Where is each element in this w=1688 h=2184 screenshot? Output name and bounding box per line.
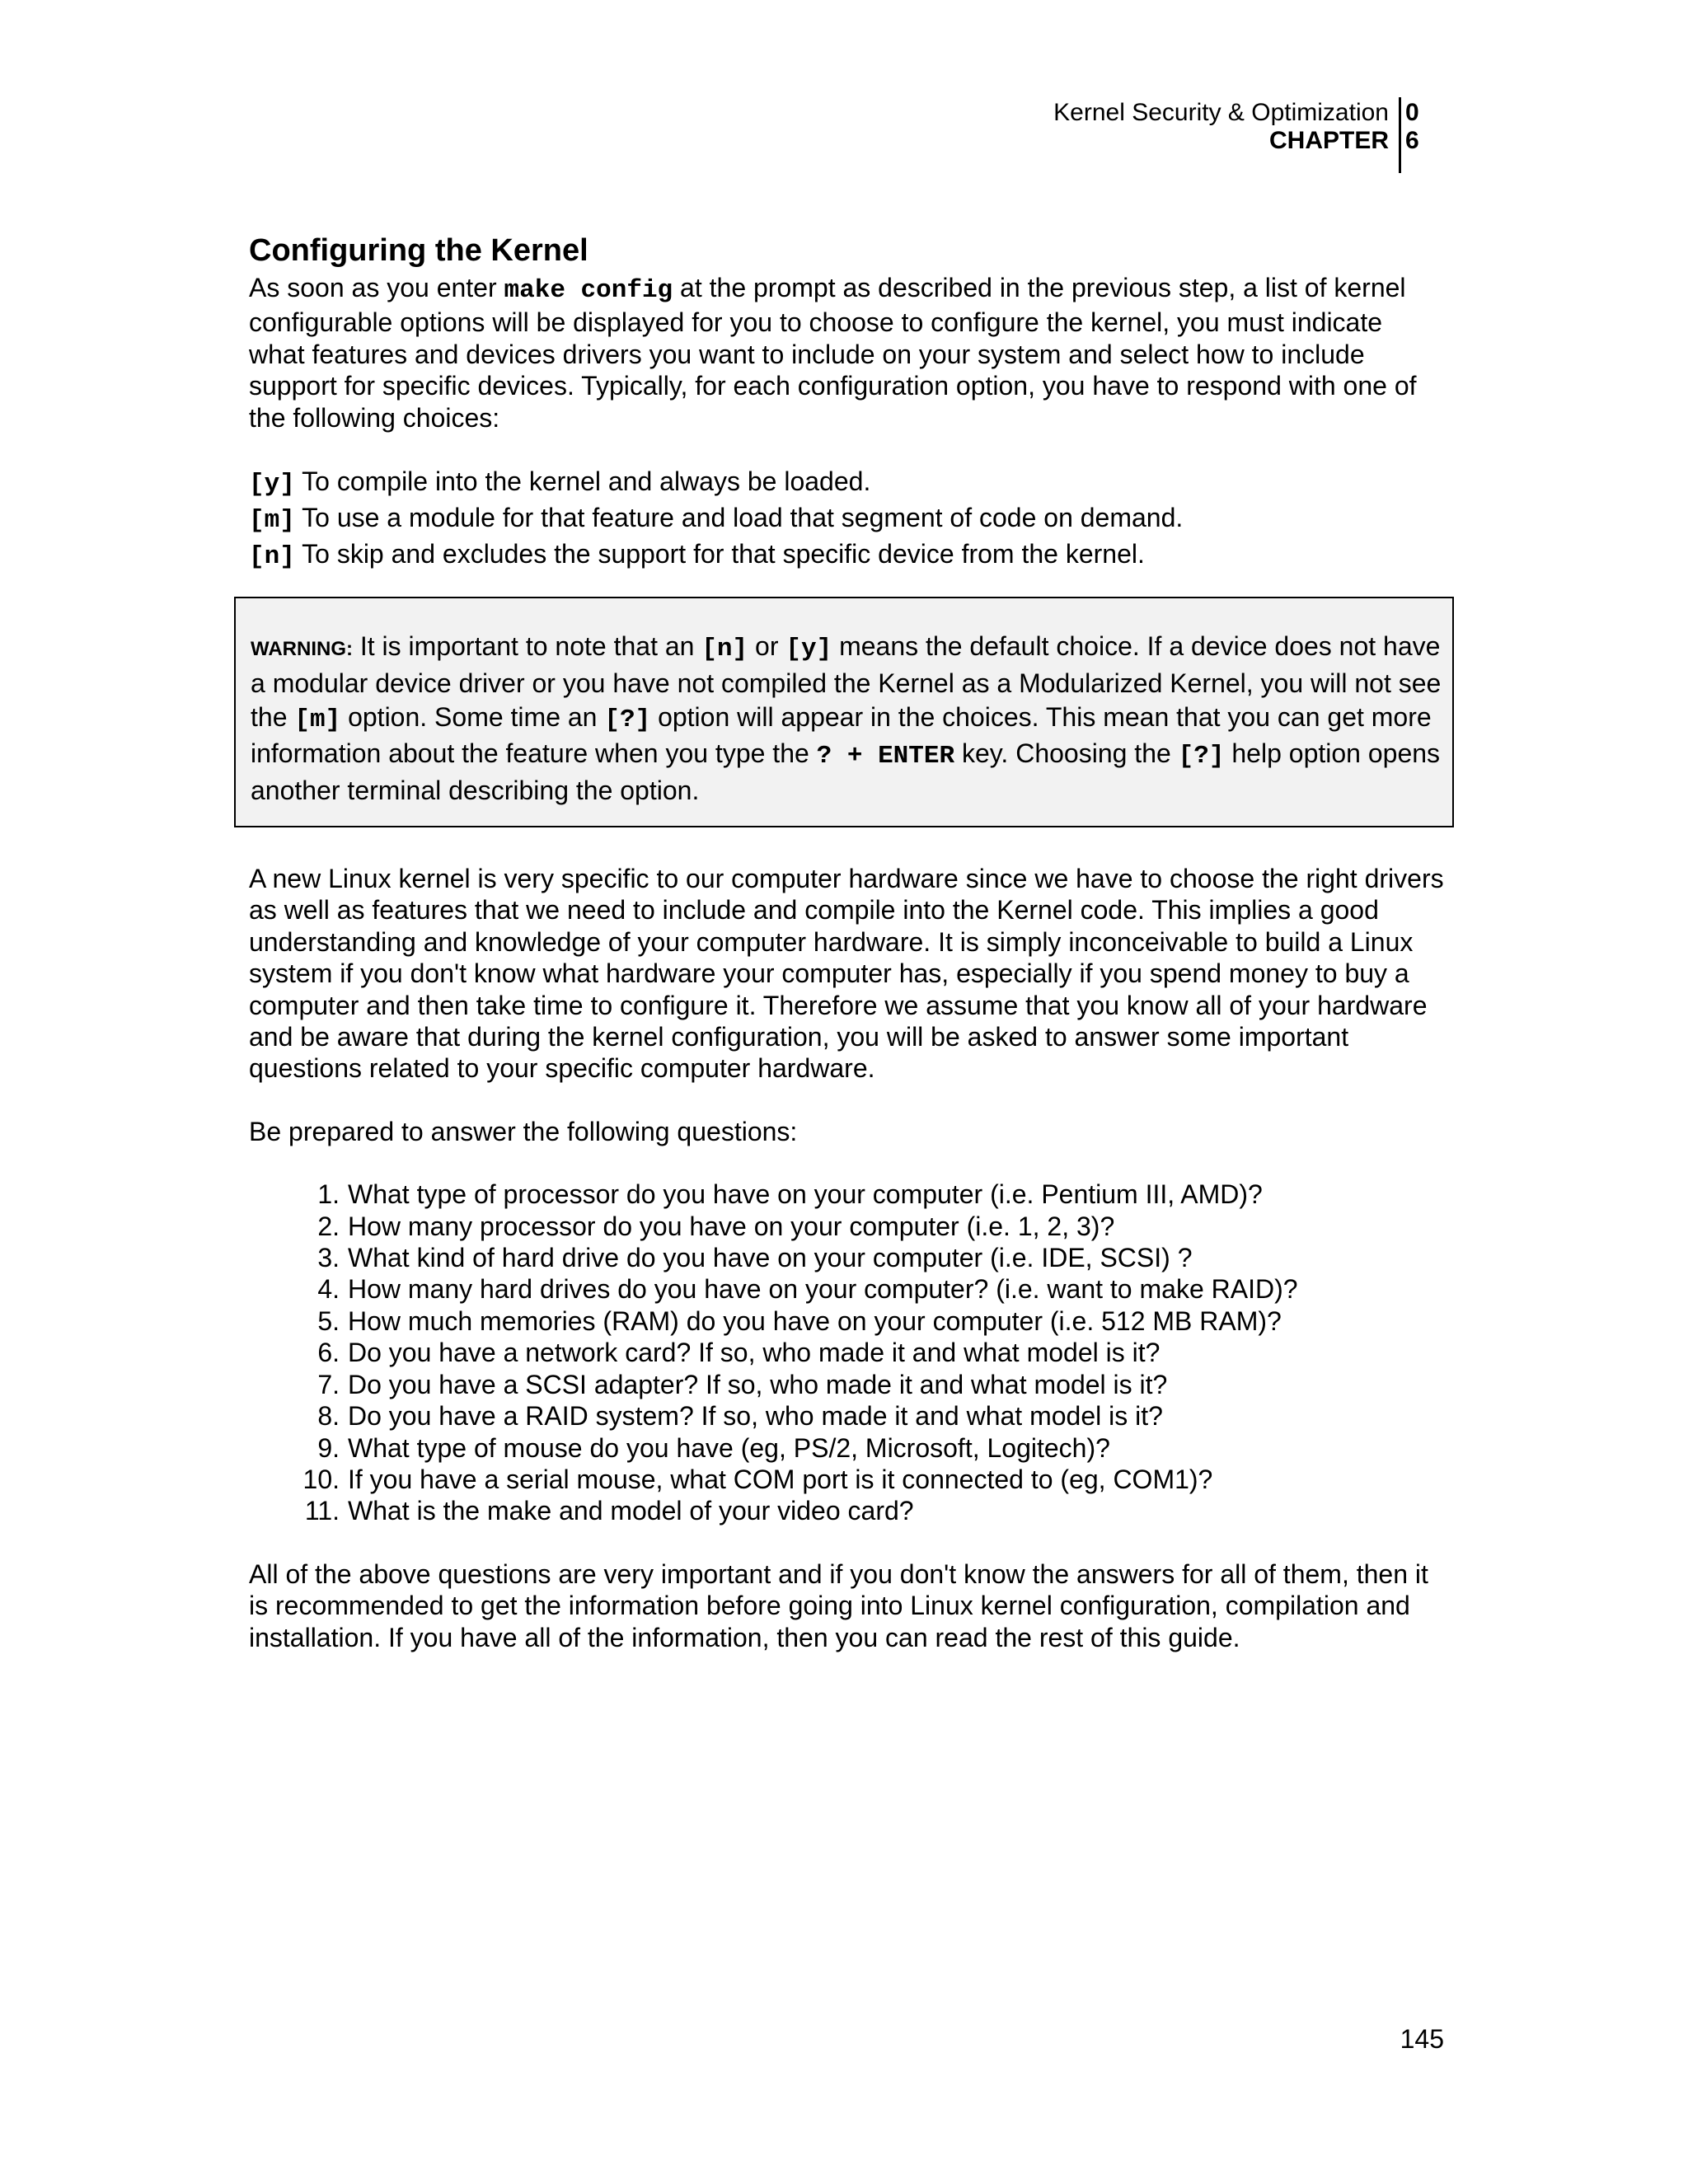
- closing-paragraph: All of the above questions are very important and if you don't know the answers for all of them, then it is recommended to get the information before going into Linux kernel configuration, compilation and installation. If you have all of the information, then you can read the rest of this guide.: [249, 1558, 1428, 1652]
- header-chapter-number: [1405, 99, 1426, 155]
- warning-box: [234, 597, 1454, 827]
- warning-fragment: option will appear in the choices. This mean that you can get more information about the feature when you type the: [251, 701, 1432, 769]
- list-text: What type of mouse do you have (eg, PS/2, Microsoft, Logitech)?: [348, 1432, 1110, 1463]
- spacer: [249, 1085, 1444, 1116]
- spacer: [249, 1147, 1444, 1179]
- list-item: [249, 1400, 1444, 1432]
- page-header: [907, 97, 1426, 176]
- list-item: [249, 1305, 1444, 1337]
- list-text: Do you have a SCSI adapter? If so, who made it and what model is it?: [348, 1369, 1168, 1399]
- list-text: What is the make and model of your video card?: [348, 1496, 914, 1526]
- warning-code: [?]: [604, 705, 651, 734]
- choice-key: [y]: [249, 470, 295, 499]
- choice-y: [249, 465, 1444, 501]
- list-number: 2.: [317, 1211, 340, 1241]
- warning-fragment: help option opens another terminal describing the option.: [251, 738, 1441, 806]
- warning-code: ? + ENTER: [816, 742, 955, 771]
- list-text: What type of processor do you have on your computer (i.e. Pentium III, AMD)?: [348, 1179, 1263, 1210]
- choice-key: [n]: [249, 542, 295, 572]
- warning-fragment: option. Some time an: [340, 701, 605, 732]
- header-divider: [1399, 97, 1401, 173]
- list-text: If you have a serial mouse, what COM port is it connected to (eg, COM1)?: [348, 1464, 1213, 1494]
- section-intro: [249, 229, 1444, 574]
- list-item: [249, 1495, 1444, 1526]
- list-text: Do you have a network card? If so, who made it and what model is it?: [348, 1338, 1160, 1368]
- chapter-digit-2: 6: [1405, 127, 1419, 154]
- choice-key: [m]: [249, 506, 295, 536]
- questions-list: [249, 1179, 1444, 1526]
- list-text: How much memories (RAM) do you have on your computer (i.e. 512 MB RAM)?: [348, 1305, 1282, 1336]
- warning-fragment: It is important to note that an: [352, 631, 702, 661]
- list-item: [249, 1273, 1444, 1305]
- body-content: [249, 863, 1444, 1653]
- list-number: 5.: [317, 1305, 340, 1336]
- list-item: [249, 1337, 1444, 1368]
- list-item: [249, 1211, 1444, 1242]
- choice-text: To use a module for that feature and load that segment of code on demand.: [294, 503, 1184, 533]
- list-number: 4.: [317, 1274, 340, 1305]
- warning-code: [?]: [1178, 742, 1225, 771]
- list-number: 8.: [317, 1401, 340, 1432]
- warning-code: [m]: [294, 705, 341, 734]
- list-number: 11.: [304, 1496, 340, 1526]
- list-text: How many hard drives do you have on your computer? (i.e. want to make RAID)?: [348, 1274, 1298, 1305]
- intro-text-after: at the prompt as described in the previous step, a list of kernel configurable options will be displayed for you to choose to configure the kernel, you must indicate what features and devices drivers you want to include on your system and select how to include support for specific devices. Typically, for each configuration option, you have to respond with one of the following choices:: [249, 273, 1417, 433]
- header-section-title: Kernel Security & Optimization: [1053, 99, 1389, 126]
- choices-list: [249, 465, 1444, 574]
- list-number: 1.: [317, 1179, 340, 1210]
- warning-code: [n]: [701, 635, 748, 663]
- warning-fragment: or: [748, 631, 786, 661]
- choice-text: To compile into the kernel and always be loaded.: [294, 466, 871, 497]
- page-number: 145: [1400, 2024, 1444, 2054]
- intro-paragraph: [249, 272, 1444, 434]
- warning-fragment: means the default choice. If a device does not have a modular device driver or you have not compiled the Kernel as a Modularized Kernel, you will not see the: [251, 631, 1442, 732]
- hardware-paragraph: A new Linux kernel is very specific to our computer hardware since we have to choose the right drivers as well as features that we need to include and compile into the Kernel code. This implies a good understanding and knowledge of your computer hardware. It is simply inconceivable to build a Linux system if you don't know what hardware your computer has, especially if you spend money to buy a computer and then take time to configure it. Therefore we assume that you know all of your hardware and be aware that during the kernel configuration, you will be asked to answer some important questions related to your specific computer hardware.: [249, 864, 1444, 1084]
- list-number: 7.: [317, 1369, 340, 1399]
- list-item: [249, 1179, 1444, 1210]
- choice-m: [249, 501, 1444, 537]
- header-chapter-label: CHAPTER: [1268, 127, 1389, 154]
- intro-text-before: As soon as you enter: [249, 273, 504, 302]
- list-number: 6.: [317, 1338, 340, 1368]
- questions-intro: Be prepared to answer the following questions:: [249, 1116, 798, 1146]
- list-number: 9.: [317, 1432, 340, 1463]
- list-text: What kind of hard drive do you have on your computer (i.e. IDE, SCSI) ?: [348, 1243, 1193, 1273]
- make-config-command: make config: [504, 276, 673, 305]
- list-item: [249, 1432, 1444, 1464]
- spacer: [249, 1527, 1444, 1558]
- warning-fragment: key. Choosing the: [954, 738, 1179, 769]
- list-text: How many processor do you have on your computer (i.e. 1, 2, 3)?: [348, 1211, 1115, 1241]
- list-item: [249, 1242, 1444, 1273]
- choice-text: To skip and excludes the support for that specific device from the kernel.: [294, 539, 1145, 569]
- choice-n: [249, 537, 1444, 574]
- warning-code: [y]: [785, 635, 832, 663]
- list-text: Do you have a RAID system? If so, who made it and what model is it?: [348, 1401, 1163, 1432]
- list-number: 10.: [302, 1464, 340, 1494]
- warning-text: [251, 630, 1446, 808]
- list-item: [249, 1369, 1444, 1400]
- list-number: 3.: [317, 1243, 340, 1273]
- warning-label: WARNING:: [251, 638, 353, 660]
- header-title-block: [1053, 99, 1389, 155]
- section-title: Configuring the Kernel: [249, 233, 588, 268]
- list-item: [249, 1464, 1444, 1495]
- chapter-digit-1: 0: [1405, 99, 1419, 126]
